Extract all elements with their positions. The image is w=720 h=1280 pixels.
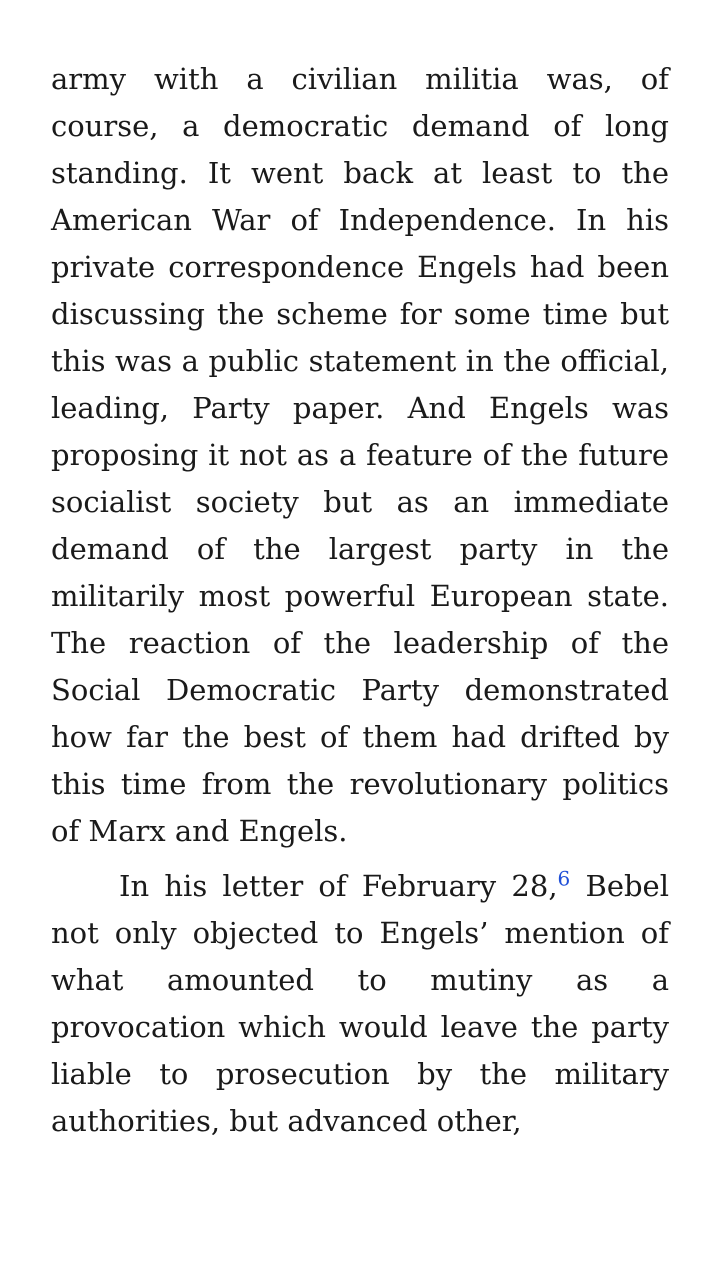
- footnote-link-6[interactable]: 6: [557, 866, 571, 891]
- paragraph-2-text-end: Bebel not only objected to Engels’ mention of what amounted to mutiny as a provocation which would leave the party liable to prosecution by the military authorities, but advanced other,: [51, 869, 669, 1138]
- book-text: [51, 56, 669, 1145]
- paragraph-1: army with a civilian militia was, of course, a democratic demand of long standing. It went back at least to the American War of Independence. In his private correspondence Engels had been discussing the scheme for some time but this was a public statement in the official, leading, Party paper. And Engels was proposing it not as a feature of the future socialist society but as an immediate demand of the largest party in the militarily most powerful European state. The reaction of the leadership of the Social Democratic Party demonstrated how far the best of them had drifted by this time from the revolutionary politics of Marx and Engels.: [51, 62, 669, 848]
- paragraph-2: [51, 863, 669, 1145]
- paragraph-2-text-start: In his letter of February 28,: [119, 869, 558, 903]
